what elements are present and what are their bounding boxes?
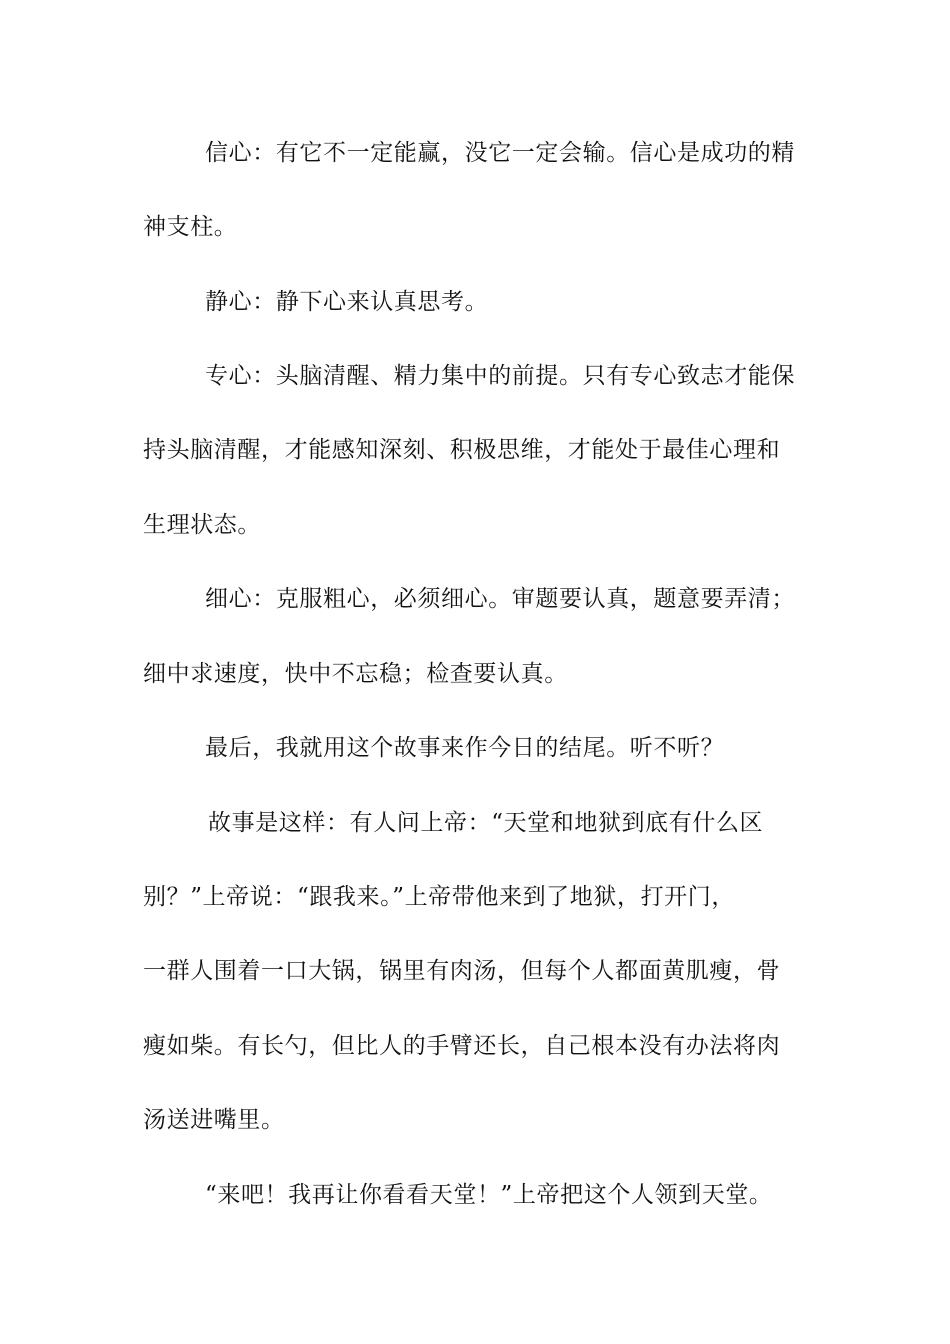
paragraph-focus-line-2: 持头脑清醒，才能感知深刻、积极思维，才能处于最佳心理和: [143, 437, 781, 463]
paragraph-calm-line-1: 静心：静下心来认真思考。: [205, 289, 489, 315]
paragraph-focus-line-1: 专心：头脑清醒、精力集中的前提。只有专心致志才能保: [205, 363, 795, 389]
paragraph-story-line-4: 瘦如柴。有长勺，但比人的手臂还长，自己根本没有办法将肉: [143, 1033, 781, 1059]
paragraph-story-line-5: 汤送进嘴里。: [143, 1107, 285, 1133]
paragraph-story-line-2: 别？”上帝说：“跟我来。”上帝带他来到了地狱，打开门，: [143, 884, 735, 910]
paragraph-focus-line-3: 生理状态。: [143, 512, 261, 538]
paragraph-ending-line-1: 最后，我就用这个故事来作今日的结尾。听不听？: [205, 735, 725, 761]
paragraph-careful-line-1: 细心：克服粗心，必须细心。审题要认真，题意要弄清；: [205, 586, 795, 612]
paragraph-careful-line-2: 细中求速度，快中不忘稳；检查要认真。: [143, 661, 568, 687]
paragraph-story-line-1: 故事是这样：有人问上帝：“天堂和地狱到底有什么区: [208, 810, 764, 836]
paragraph-confidence-line-2: 神支柱。: [143, 214, 238, 240]
paragraph-confidence-line-1: 信心：有它不一定能赢，没它一定会输。信心是成功的精: [205, 140, 795, 166]
paragraph-heaven-line-1: “来吧！我再让你看看天堂！”上帝把这个人领到天堂。: [205, 1182, 773, 1208]
paragraph-story-line-3: 一群人围着一口大锅，锅里有肉汤，但每个人都面黄肌瘦，骨: [143, 958, 781, 984]
